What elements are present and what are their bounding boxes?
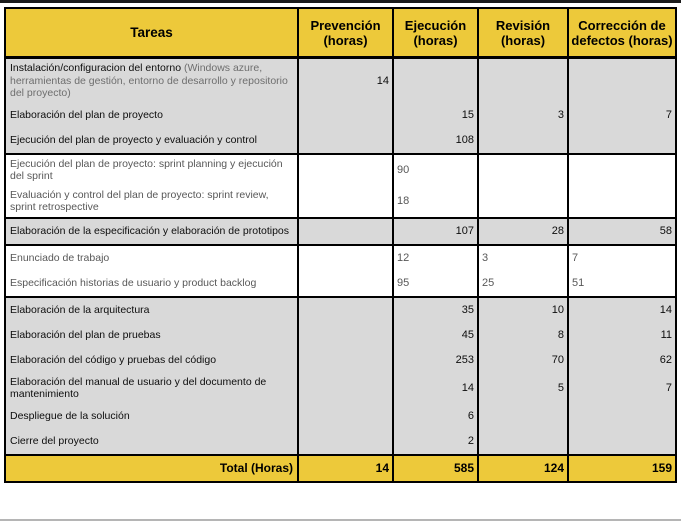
task-label: Especificación historias de usuario y product backlog [10, 276, 257, 289]
prevencion-value-cell [297, 246, 392, 271]
prevencion-value-cell [297, 186, 392, 217]
revision-value-cell [477, 186, 567, 217]
task-label: Elaboración de la arquitectura [10, 303, 150, 316]
correccion-value-cell: 7 [567, 373, 675, 404]
table-row [6, 244, 675, 271]
ejecucion-value-cell: 15 [392, 103, 477, 128]
ejecucion-value-cell: 35 [392, 298, 477, 323]
correccion-value-cell [567, 59, 675, 103]
task-label: Elaboración del plan de pruebas [10, 328, 161, 341]
column-header-revision: Revisión (horas) [477, 9, 567, 56]
table-row [6, 271, 675, 296]
task-label-cell [6, 323, 297, 348]
revision-value-cell [477, 155, 567, 186]
prevencion-value-cell [297, 323, 392, 348]
correccion-value-cell: 58 [567, 219, 675, 244]
table-row [6, 217, 675, 244]
table-row [6, 296, 675, 323]
column-header-correccion: Corrección de defectos (horas) [567, 9, 675, 56]
correccion-value-cell [567, 155, 675, 186]
prevencion-value-cell [297, 404, 392, 429]
table-row [6, 128, 675, 153]
table-row [6, 103, 675, 128]
total-label: Total (Horas) [219, 461, 293, 475]
task-label: Ejecución del plan de proyecto: sprint planning y ejecución del sprint [10, 157, 283, 182]
task-label: Evaluación y control del plan de proyecto: sprint review, sprint retrospective [10, 188, 269, 213]
revision-value-cell: 5 [477, 373, 567, 404]
task-label-cell [6, 404, 297, 429]
ejecucion-value-cell: 95 [392, 271, 477, 296]
revision-value-cell: 3 [477, 246, 567, 271]
correccion-value-cell: 51 [567, 271, 675, 296]
prevencion-value-cell [297, 429, 392, 454]
ejecucion-value-cell: 12 [392, 246, 477, 271]
revision-value-cell [477, 128, 567, 153]
task-label-cell [6, 59, 297, 103]
correccion-value-cell [567, 186, 675, 217]
task-label-cell [6, 219, 297, 244]
task-label: Instalación/configuracion del entorno [10, 62, 182, 74]
column-header-tareas: Tareas [130, 25, 173, 40]
ejecucion-value-cell: 90 [392, 155, 477, 186]
correccion-value-cell [567, 128, 675, 153]
revision-value-cell: 8 [477, 323, 567, 348]
task-label-cell [6, 128, 297, 153]
correccion-value-cell: 62 [567, 348, 675, 373]
total-correccion-value: 159 [567, 456, 675, 481]
ejecucion-value-cell: 253 [392, 348, 477, 373]
table-row [6, 404, 675, 429]
table-header-row [6, 9, 675, 59]
revision-value-cell: 3 [477, 103, 567, 128]
revision-value-cell [477, 404, 567, 429]
top-rule [0, 0, 681, 3]
prevencion-value-cell [297, 219, 392, 244]
task-label: Ejecución del plan de proyecto y evaluación y control [10, 133, 257, 146]
task-label: Elaboración del manual de usuario y del documento de mantenimiento [10, 375, 267, 400]
correccion-value-cell: 11 [567, 323, 675, 348]
prevencion-value-cell [297, 103, 392, 128]
prevencion-value-cell: 14 [297, 59, 392, 103]
correccion-value-cell [567, 404, 675, 429]
ejecucion-value-cell: 6 [392, 404, 477, 429]
ejecucion-value-cell: 18 [392, 186, 477, 217]
total-revision-value: 124 [477, 456, 567, 481]
task-label: Elaboración del plan de proyecto [10, 108, 163, 121]
ejecucion-value-cell: 14 [392, 373, 477, 404]
ejecucion-value-cell [392, 59, 477, 103]
task-label-cell [6, 298, 297, 323]
task-label-cell [6, 271, 297, 296]
prevencion-value-cell [297, 128, 392, 153]
correccion-value-cell: 14 [567, 298, 675, 323]
table-row [6, 429, 675, 454]
revision-value-cell [477, 59, 567, 103]
revision-value-cell: 25 [477, 271, 567, 296]
ejecucion-value-cell: 107 [392, 219, 477, 244]
task-label: Cierre del proyecto [10, 434, 99, 447]
total-prevencion-value: 14 [297, 456, 392, 481]
task-label: Elaboración de la especificación y elaboración de prototipos [10, 224, 290, 237]
prevencion-value-cell [297, 298, 392, 323]
table-row [6, 373, 675, 404]
task-label-cell [6, 103, 297, 128]
task-label: Enunciado de trabajo [10, 251, 110, 264]
total-row [6, 454, 675, 481]
prevencion-value-cell [297, 155, 392, 186]
prevencion-value-cell [297, 271, 392, 296]
task-note: (Windows azure, herramientas de gestión, entorno de desarrollo y repositorio del proyecto) [10, 62, 288, 99]
table-row [6, 186, 675, 217]
table-row [6, 323, 675, 348]
task-hours-table [4, 7, 677, 483]
column-header-ejecucion: Ejecución (horas) [392, 9, 477, 56]
ejecucion-value-cell: 45 [392, 323, 477, 348]
task-label-cell [6, 429, 297, 454]
revision-value-cell: 10 [477, 298, 567, 323]
task-label-cell [6, 186, 297, 217]
revision-value-cell: 70 [477, 348, 567, 373]
task-label-cell [6, 373, 297, 404]
task-label: Despliegue de la solución [10, 409, 130, 422]
table-body [6, 59, 675, 454]
correccion-value-cell [567, 429, 675, 454]
task-label-cell [6, 155, 297, 186]
table-row [6, 153, 675, 186]
revision-value-cell [477, 429, 567, 454]
ejecucion-value-cell: 108 [392, 128, 477, 153]
correccion-value-cell: 7 [567, 246, 675, 271]
ejecucion-value-cell: 2 [392, 429, 477, 454]
bottom-rule [0, 519, 681, 521]
task-label: Elaboración del código y pruebas del código [10, 353, 217, 366]
correccion-value-cell: 7 [567, 103, 675, 128]
total-ejecucion-value: 585 [392, 456, 477, 481]
prevencion-value-cell [297, 373, 392, 404]
revision-value-cell: 28 [477, 219, 567, 244]
table-row [6, 59, 675, 103]
prevencion-value-cell [297, 348, 392, 373]
table-row [6, 348, 675, 373]
task-label-cell [6, 246, 297, 271]
task-label-cell [6, 348, 297, 373]
column-header-prevencion: Prevención (horas) [297, 9, 392, 56]
